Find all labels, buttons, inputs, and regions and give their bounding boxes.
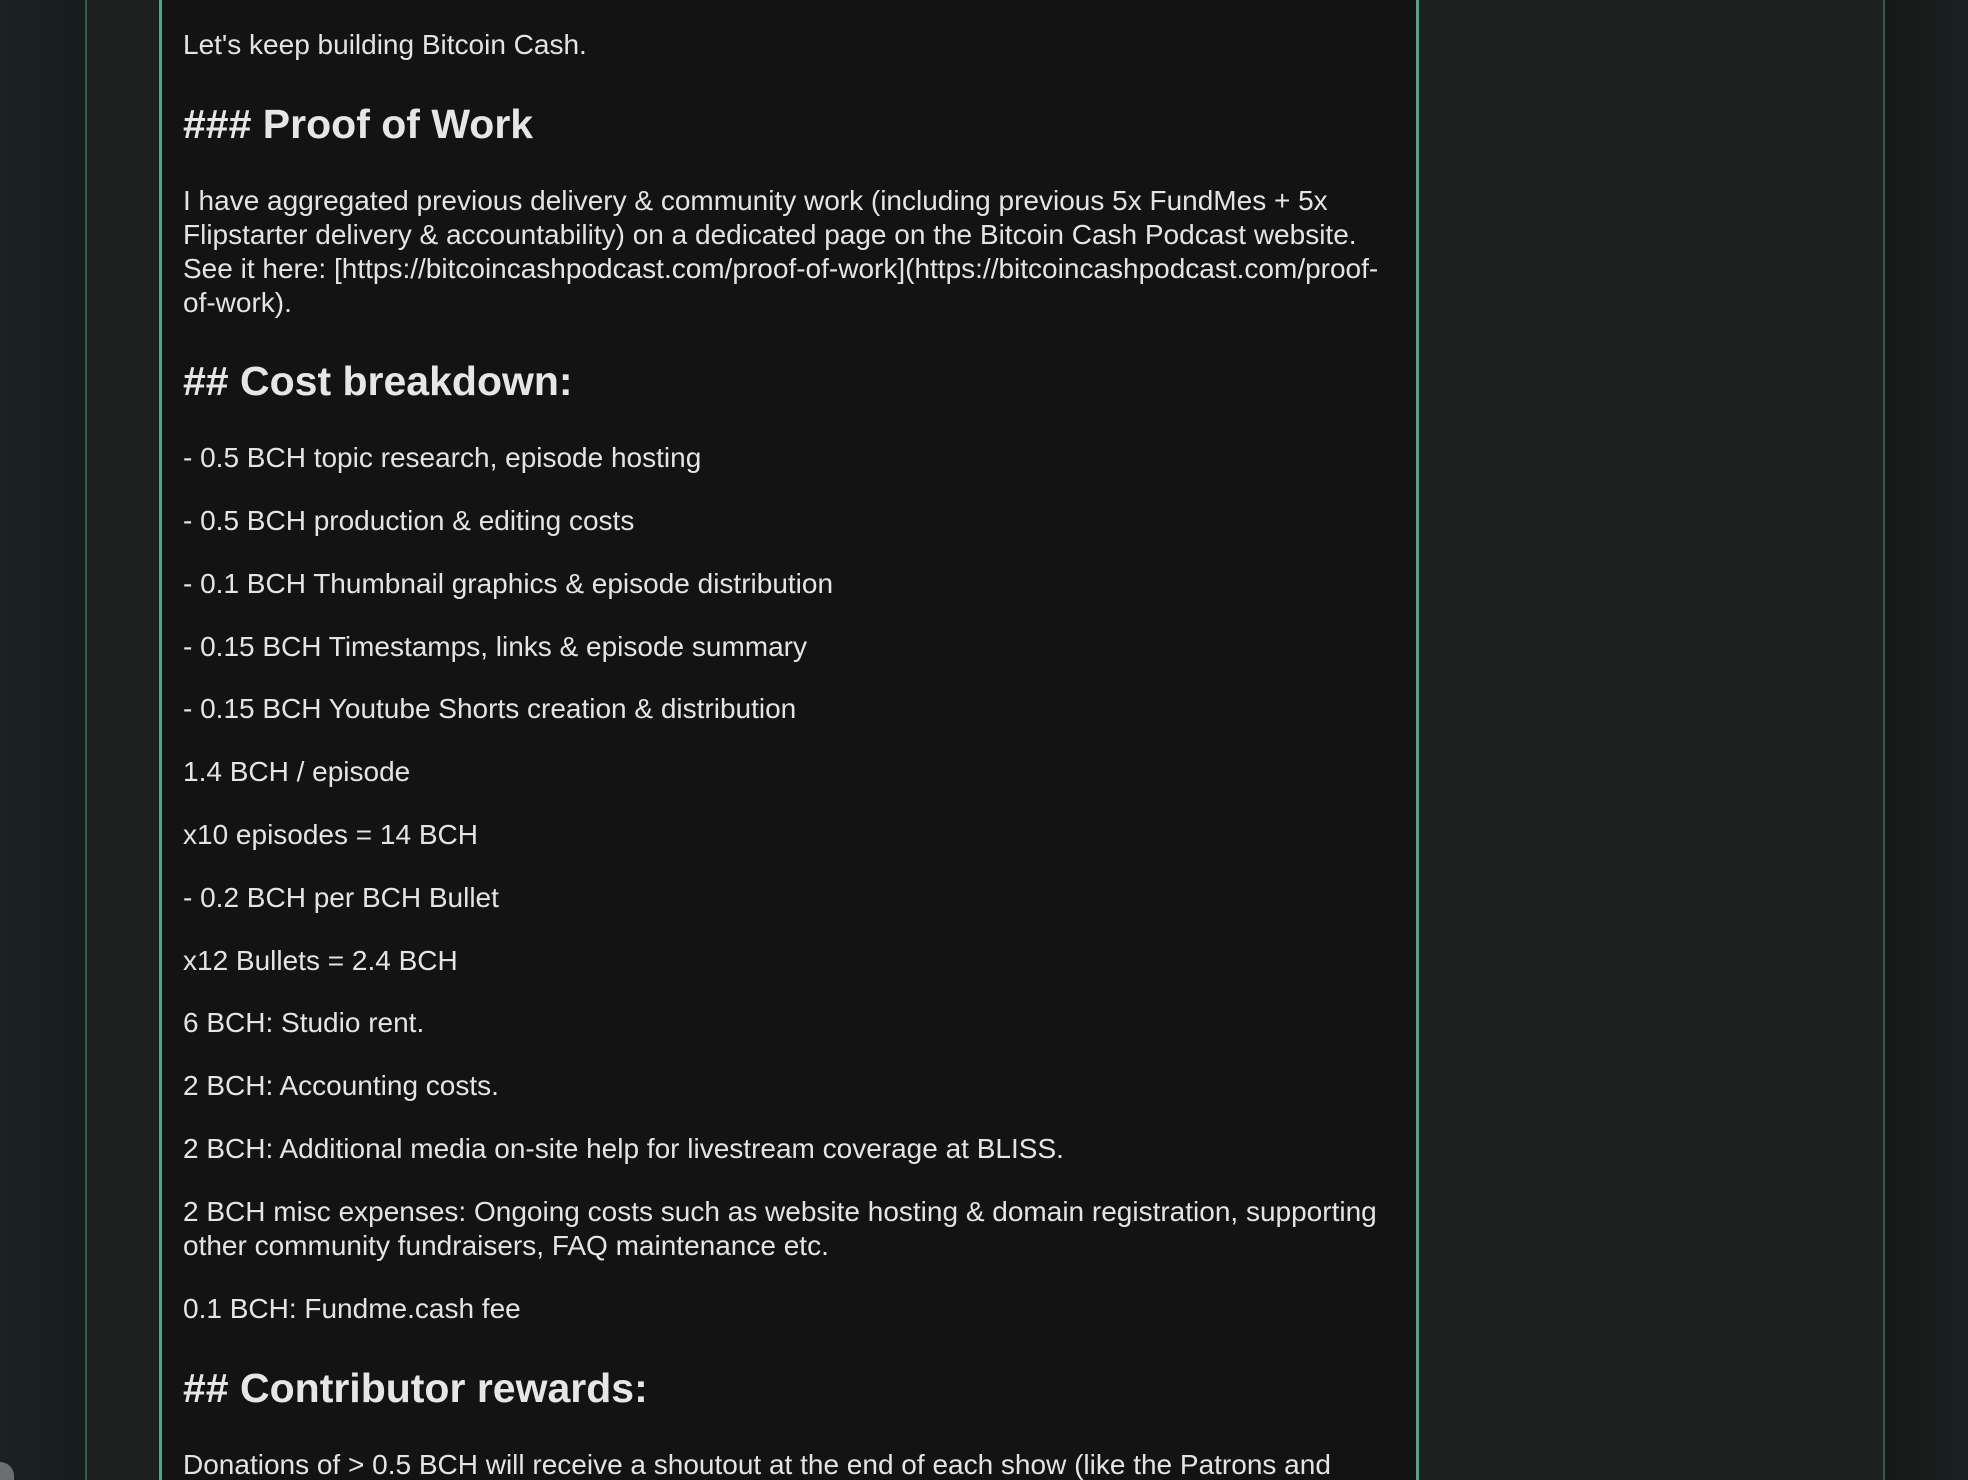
contributor-rewards-heading: ## Contributor rewards: (183, 1365, 648, 1411)
cost-item: 6 BCH: Studio rent. (183, 1007, 425, 1038)
cost-item: 2 BCH: Additional media on-site help for livestream coverage at BLISS. (183, 1133, 1064, 1164)
campaign-description-card (159, 0, 1419, 1480)
cost-item: 0.1 BCH: Fundme.cash fee (183, 1293, 521, 1324)
bullets-total: x12 Bullets = 2.4 BCH (183, 945, 458, 976)
cost-per-episode: 1.4 BCH / episode (183, 756, 411, 787)
intro-line: Let's keep building Bitcoin Cash. (183, 29, 587, 60)
window-corner (0, 1462, 14, 1480)
cost-item: - 0.1 BCH Thumbnail graphics & episode distribution (183, 568, 834, 599)
contributor-rewards-paragraph: Donations of > 0.5 BCH will receive a shoutout at the end of each show (like the Patrons and (183, 1449, 1331, 1480)
cost-item: 2 BCH misc expenses: Ongoing costs such as website hosting & domain registration, supporting other community fundraisers, FAQ maintenance etc. (183, 1196, 1377, 1261)
cost-item: - 0.15 BCH Timestamps, links & episode summary (183, 631, 807, 662)
cost-item: - 0.15 BCH Youtube Shorts creation & distribution (183, 693, 797, 724)
cost-item: - 0.2 BCH per BCH Bullet (183, 882, 499, 913)
proof-of-work-paragraph: I have aggregated previous delivery & community work (including previous 5x FundMes + 5x Flipstarter delivery & accountability) on a dedicated page on the Bitcoin Cash Podcast website. See it here: [https://bitcoincashpodcast.com/proof-of-work](https://bitcoincashpodcast.com/proof-of-work). (183, 185, 1379, 318)
cost-item: - 0.5 BCH production & editing costs (183, 505, 635, 536)
cost-item: - 0.5 BCH topic research, episode hosting (183, 442, 702, 473)
proof-of-work-heading: ### Proof of Work (183, 101, 534, 147)
episodes-total: x10 episodes = 14 BCH (183, 819, 478, 850)
cost-breakdown-heading: ## Cost breakdown: (183, 358, 573, 404)
cost-item: 2 BCH: Accounting costs. (183, 1070, 499, 1101)
